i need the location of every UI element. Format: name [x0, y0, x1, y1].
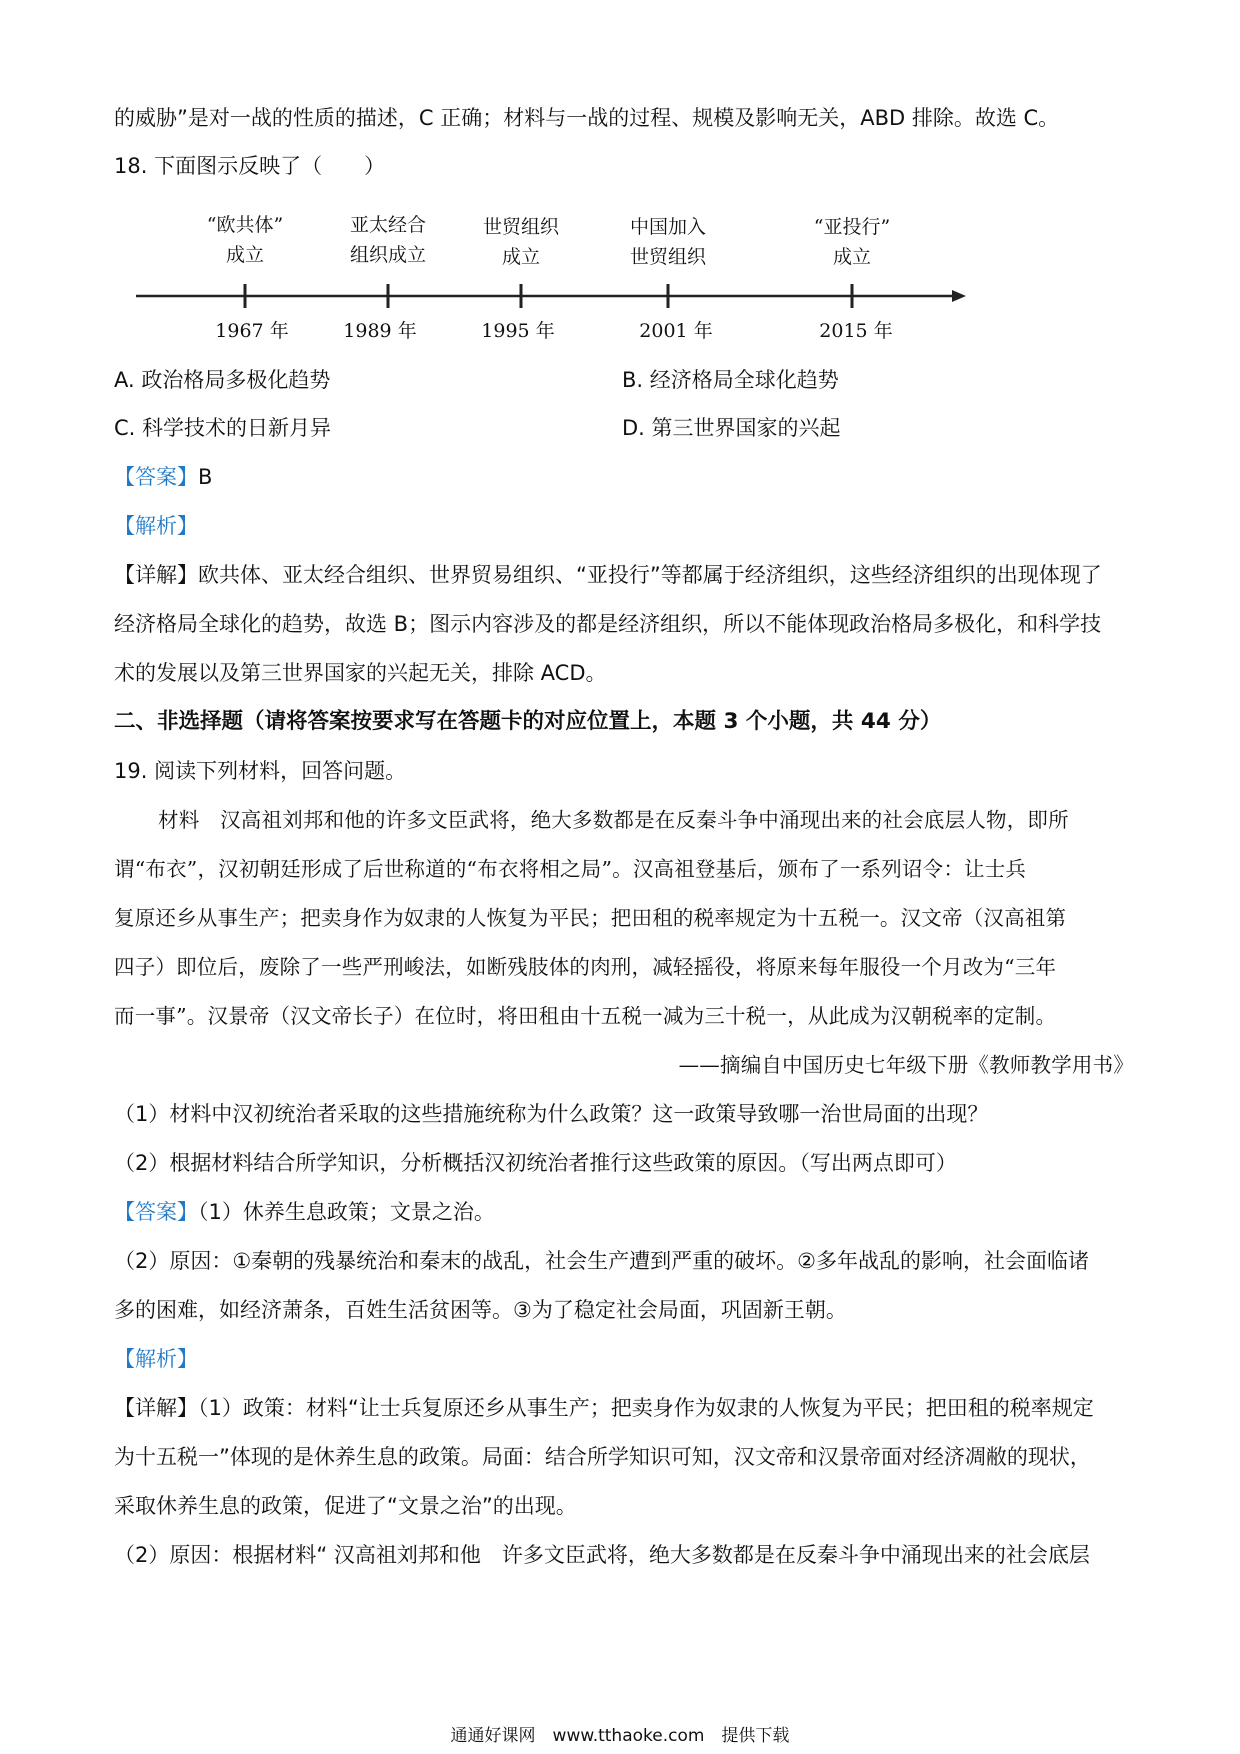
timeline-label-3: 世贸组织 成立 [482, 216, 559, 268]
q19-detail-line-4: （2）原因：根据材料“ 汉高祖刘邦和他 许多文臣武将，绝大多数都是在反秦斗争中涌现出来的社会底层 [114, 1543, 1090, 1567]
detail-tag: 【详解】 [114, 563, 198, 587]
page-footer: 通通好课网 www.tthaoke.com 提供下载 [450, 1726, 790, 1746]
q19-detail-line-2: 为十五税一”体现的是休养生息的政策。局面：结合所学知识可知，汉文帝和汉景帝面对经济凋敝的现状， [114, 1445, 1091, 1469]
q18-analysis-tag: 【解析】 [114, 514, 198, 538]
material-source: ——摘编自中国历史七年级下册《教师教学用书》 [678, 1053, 1134, 1077]
material-line-3: 复原还乡从事生产；把卖身作为奴隶的人恢复为平民；把田租的税率规定为十五税一。汉文帝（汉高祖第 [114, 906, 1067, 930]
answer-tag: 【答案】 [114, 465, 198, 489]
q17-tail-text: 的威胁”是对一战的性质的描述，C 正确；材料与一战的过程、规模及影响无关，ABD 排除。故选 C。 [114, 106, 1060, 130]
q19-detail-line-3: 采取休养生息的政策，促进了“文景之治”的出现。 [114, 1494, 577, 1518]
timeline-year-4: 2001 年 [639, 320, 713, 342]
timeline-year-1: 1967 年 [215, 320, 289, 342]
q18-detail-line-1: 【详解】欧共体、亚太经合组织、世界贸易组织、“亚投行”等都属于经济组织，这些经济组织的出现体现了 [114, 563, 1102, 587]
answer-value: B [198, 465, 213, 489]
timeline-label-2: 亚太经合 组织成立 [349, 214, 426, 266]
q18-detail-line-3: 术的发展以及第三世界国家的兴起无关，排除 ACD。 [114, 661, 607, 685]
q19-answer-2-line-1: （2）原因：①秦朝的残暴统治和秦末的战乱，社会生产遭到严重的破坏。②多年战乱的影响，社会面临诸 [114, 1249, 1090, 1273]
option-d: D. 第三世界国家的兴起 [622, 416, 841, 440]
timeline-label-5: “亚投行” 成立 [813, 216, 891, 268]
timeline-year-2: 1989 年 [343, 320, 417, 342]
q18-answer [114, 462, 1134, 492]
option-a: A. 政治格局多极化趋势 [114, 368, 331, 392]
q19-answer-2-line-2: 多的困难，如经济萧条，百姓生活贫困等。③为了稳定社会局面，巩固新王朝。 [114, 1298, 847, 1322]
q19-answer-1: 【答案】（1）休养生息政策；文景之治。 [114, 1200, 495, 1224]
material-line-5: 而一事”。汉景帝（汉文帝长子）在位时，将田租由十五税一减为三十税一，从此成为汉朝税率的定制。 [114, 1004, 1057, 1028]
timeline-label-1: “欧共体” 成立 [206, 214, 284, 266]
section-heading: 二、非选择题（请将答案按要求写在答题卡的对应位置上，本题 3 个小题，共 44 分） [114, 709, 942, 734]
timeline-label-4: 中国加入 世贸组织 [629, 216, 706, 268]
option-c: C. 科学技术的日新月异 [114, 416, 332, 440]
material-line-1: 材料 汉高祖刘邦和他的许多文臣武将，绝大多数都是在反秦斗争中涌现出来的社会底层人物，即所 [158, 808, 1069, 832]
option-b: B. 经济格局全球化趋势 [622, 368, 839, 392]
q18-detail-line-2: 经济格局全球化的趋势，故选 B；图示内容涉及的都是经济组织，所以不能体现政治格局多极化，和科学技 [114, 612, 1102, 636]
material-line-2: 谓“布衣”，汉初朝廷形成了后世称道的“布衣将相之局”。汉高祖登基后，颁布了一系列诏令：让士兵 [114, 857, 1027, 881]
timeline-year-5: 2015 年 [819, 320, 893, 342]
q18-stem: 18. 下面图示反映了（ ） [114, 154, 386, 178]
q19-subquestion-1: （1）材料中汉初统治者采取的这些措施统称为什么政策？这一政策导致哪一治世局面的出现？ [114, 1102, 989, 1126]
material-line-4: 四子）即位后，废除了一些严刑峻法，如断残肢体的肉刑，减轻摇役，将原来每年服役一个月改为“三年 [114, 955, 1057, 979]
timeline-year-3: 1995 年 [481, 320, 555, 342]
q19-subquestion-2: （2）根据材料结合所学知识，分析概括汉初统治者推行这些政策的原因。（写出两点即可） [114, 1151, 957, 1175]
timeline-axis [0, 0, 1240, 340]
q19-analysis-tag: 【解析】 [114, 1347, 198, 1371]
q19-stem: 19. 阅读下列材料，回答问题。 [114, 759, 407, 783]
q19-detail-line-1: 【详解】（1）政策：材料“让士兵复原还乡从事生产；把卖身作为奴隶的人恢复为平民；把田租的税率规定 [114, 1396, 1094, 1420]
